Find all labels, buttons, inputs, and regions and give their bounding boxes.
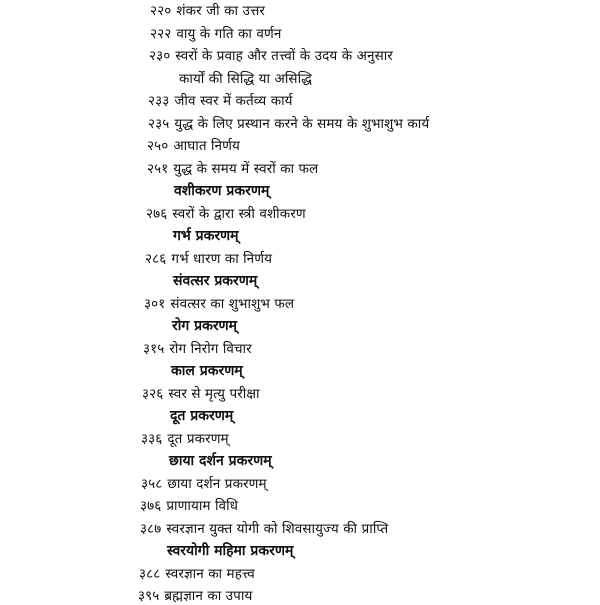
toc-entry — [142, 385, 260, 403]
toc-entry — [140, 520, 388, 538]
toc-entry-title: रोग निरोग विचार — [169, 340, 252, 357]
toc-entry-continuation — [179, 70, 312, 88]
toc-entry-title: संवत्सर का शुभाशुभ फल — [170, 295, 295, 312]
section-heading — [173, 227, 239, 245]
toc-entry — [143, 340, 252, 358]
section-heading-text: संवत्सर प्रकरणम् — [173, 273, 258, 289]
section-heading-text: रोग प्रकरणम् — [172, 318, 238, 334]
toc-entry-title: स्वर से मृत्यु परीक्षा — [168, 385, 260, 402]
toc-entry-title: स्वरज्ञान का महत्त्व — [165, 565, 255, 582]
section-heading — [173, 272, 257, 290]
section-heading-text: दूत प्रकरणम् — [170, 408, 234, 424]
toc-entry-title: युद्ध के लिए प्रस्थान करने के समय के शुभाशुभ कार्य — [174, 115, 430, 132]
section-heading — [167, 542, 293, 560]
toc-entry-title: गर्भ धारण का निर्णय — [171, 250, 273, 267]
section-heading — [170, 407, 233, 425]
toc-entry-title: वायु के गति का वर्णन — [176, 25, 282, 42]
section-heading-text: स्वरयोगी महिमा प्रकरणम् — [167, 543, 294, 559]
toc-entry-title: कार्यों की सिद्धि या असिद्धि — [179, 70, 312, 87]
toc-entry-title: शंकर जी का उत्तर — [176, 3, 266, 19]
toc-entry-title: जीव स्वर में कर्तव्य कार्य — [174, 93, 293, 109]
toc-page-number: ३३६ — [141, 430, 163, 447]
toc-entry — [139, 565, 255, 583]
toc-entry-title: प्राणायाम विधि — [166, 498, 239, 514]
toc-page-number: ३०१ — [144, 295, 166, 312]
toc-entry-title: स्वरों के प्रवाह और तत्त्वों के उदय के अनुसार — [175, 48, 393, 64]
toc-entry — [148, 115, 429, 133]
toc-page-number: ३८७ — [140, 520, 162, 537]
section-heading — [172, 317, 237, 335]
toc-page-number: २३३ — [148, 93, 170, 109]
toc-page-number: २५१ — [147, 160, 169, 177]
section-heading-text: वशीकरण प्रकरणम् — [174, 183, 270, 199]
toc-entry — [148, 92, 293, 110]
toc-entry — [149, 47, 393, 65]
toc-entry-title: स्वरों के द्वारा स्त्री वशीकरण — [172, 205, 306, 222]
toc-page-number: ३२६ — [142, 385, 164, 402]
toc-entry-title: युद्ध के समय में स्वरों का फल — [173, 160, 319, 177]
toc-page-number: २५० — [147, 138, 169, 154]
toc-entry — [141, 475, 267, 493]
toc-page-number: २७६ — [146, 205, 168, 222]
toc-entry — [144, 295, 294, 313]
toc-entry — [145, 250, 272, 268]
toc-entry-title: छाया दर्शन प्रकरणम् — [167, 475, 267, 492]
toc-entry-title: स्वरज्ञान युक्त योगी को शिवसायुज्य की प्राप्ति — [166, 520, 389, 537]
toc-entry — [147, 137, 240, 155]
toc-page-number: २२२ — [150, 25, 172, 42]
section-heading-text: छाया दर्शन प्रकरणम् — [169, 453, 272, 469]
toc-entry-title: आघात निर्णय — [173, 138, 240, 154]
toc-page-number: ३५८ — [141, 475, 163, 492]
toc-page-number: २३० — [149, 48, 171, 64]
section-heading — [174, 182, 269, 200]
toc-entry — [150, 2, 265, 20]
toc-page-number: २२० — [150, 3, 172, 19]
section-heading — [169, 452, 272, 470]
toc-entry — [140, 497, 238, 515]
toc-entry — [150, 25, 281, 43]
toc-entry — [141, 430, 229, 448]
toc-entry-title: ब्रह्मज्ञान का उपाय — [164, 588, 253, 604]
toc-page-number: ३१५ — [143, 340, 165, 357]
toc-entry-title: दूत प्रकरणम् — [167, 430, 229, 447]
toc-entry — [147, 160, 318, 178]
section-heading-text: गर्भ प्रकरणम् — [173, 228, 239, 244]
toc-page-number: २३५ — [148, 115, 170, 132]
toc-page-number: ३८८ — [139, 565, 161, 582]
toc-entry — [146, 205, 306, 223]
section-heading — [171, 362, 243, 380]
section-heading-text: काल प्रकरणम् — [171, 363, 243, 379]
toc-page-number: २८६ — [145, 250, 167, 267]
toc-page-number: ३७६ — [140, 498, 162, 514]
toc-entry — [138, 587, 252, 605]
toc-page-number: ३९५ — [138, 588, 160, 604]
